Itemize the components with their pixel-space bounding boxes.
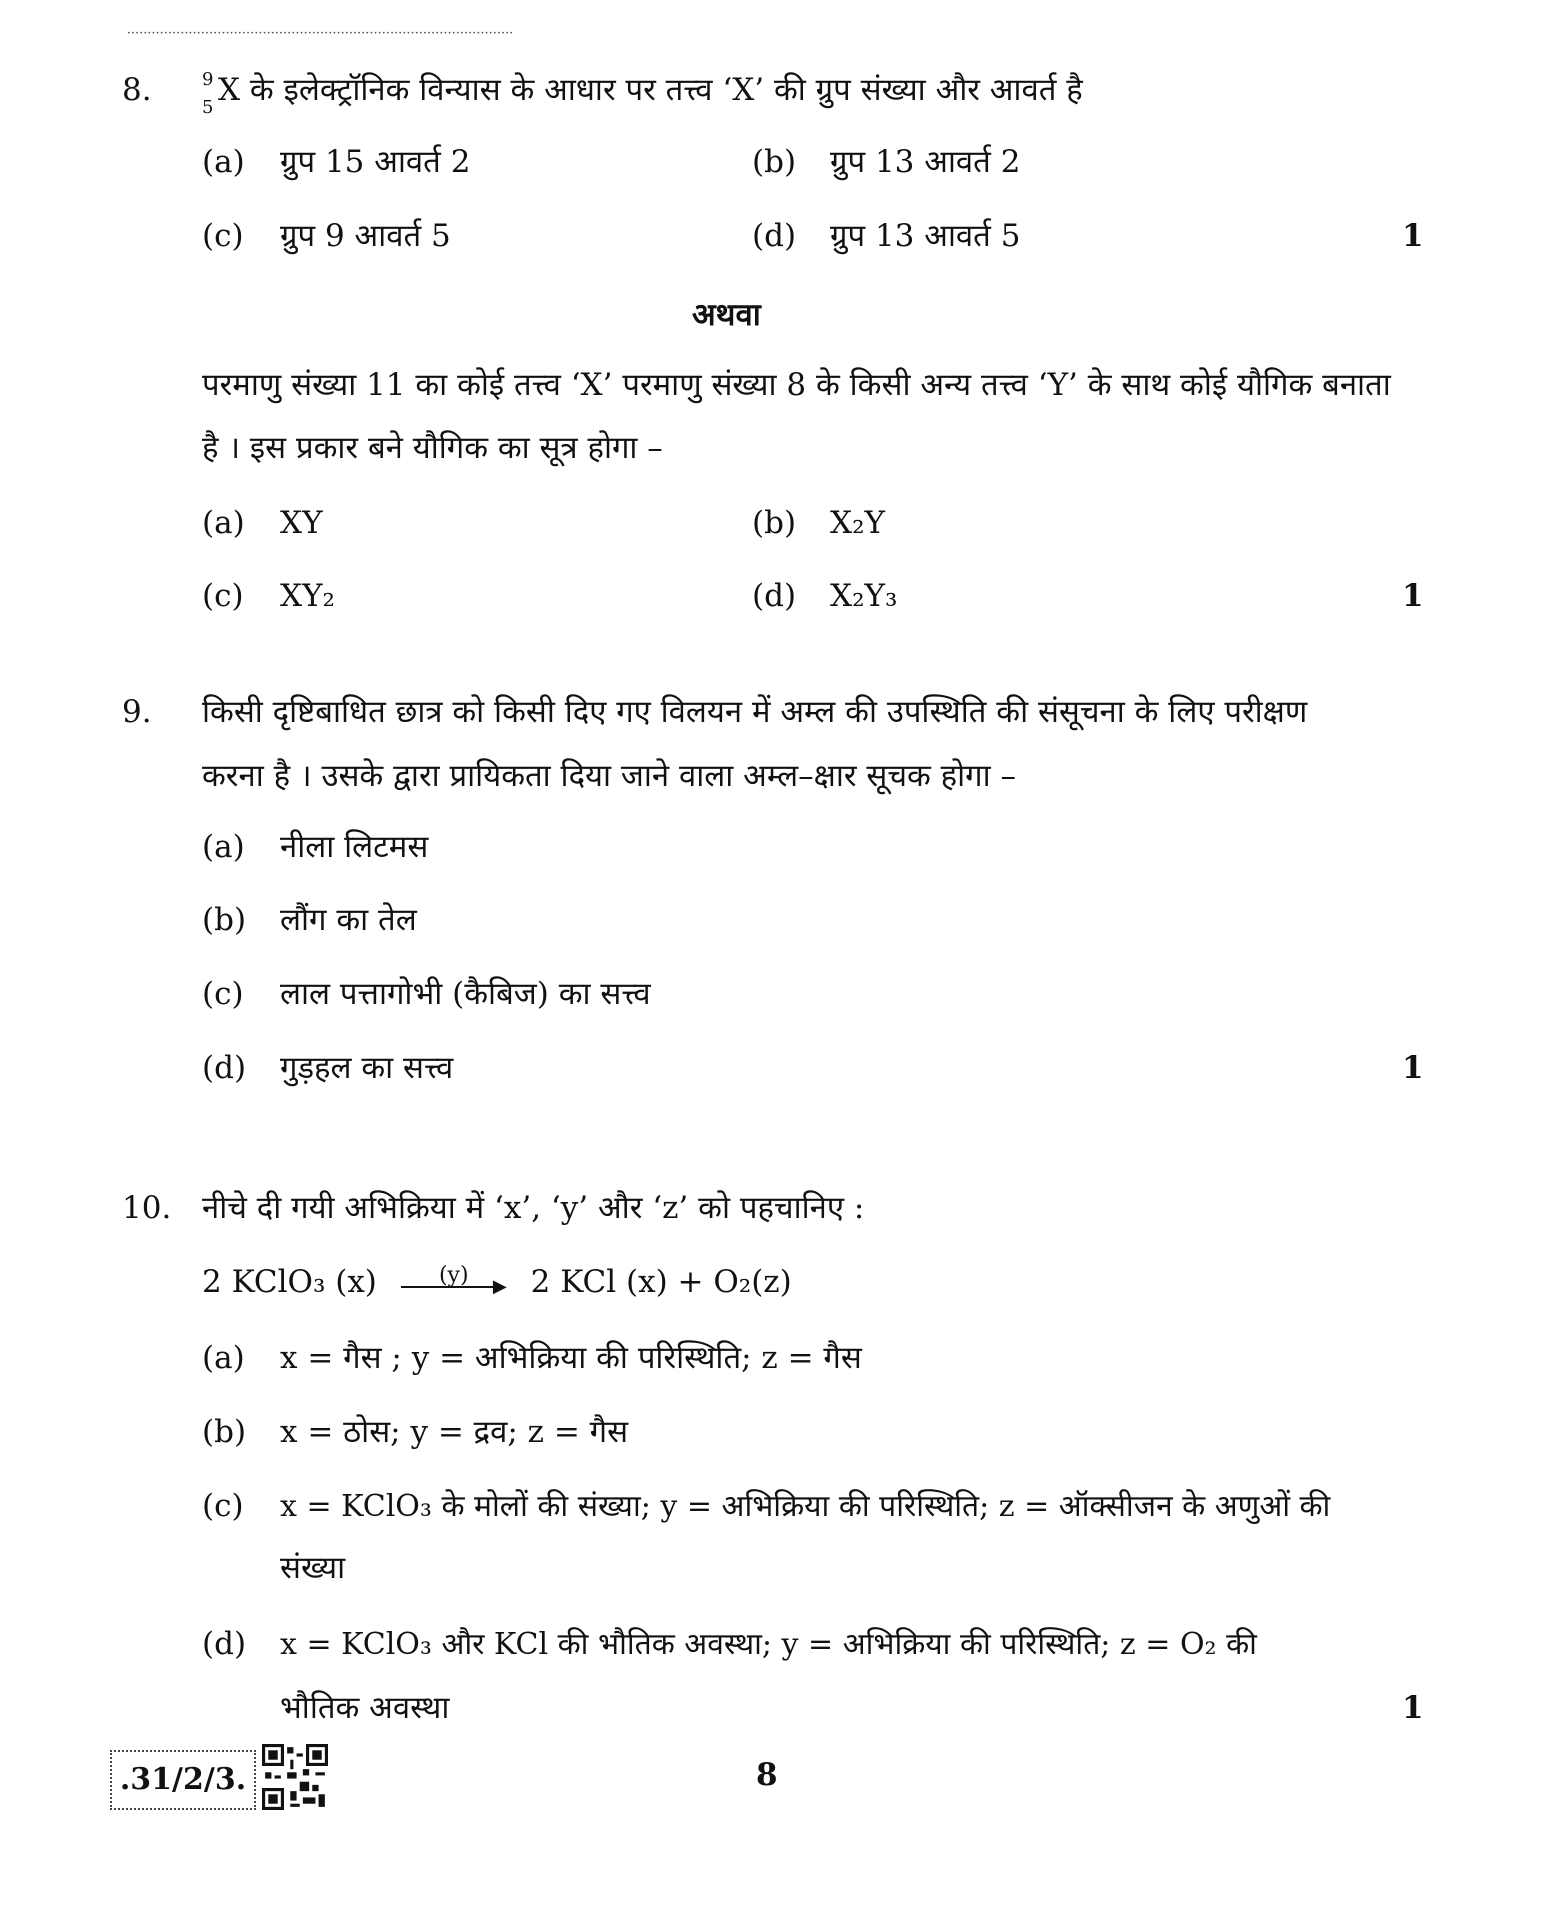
option-text: x = KClO₃ के मोलों की संख्या; y = अभिक्रिया की परिस्थिति; z = ऑक्सीजन के अणुओं की — [280, 1489, 1331, 1524]
arrow-head-icon: ▶ — [492, 1275, 507, 1297]
page-number: 8 — [756, 1757, 778, 1793]
reaction-condition: (y) — [438, 1262, 469, 1288]
option-text: XY₂ — [280, 578, 335, 614]
q8-option-b[interactable] — [752, 142, 1020, 182]
option-text: गुड़हल का सत्त्व — [280, 1050, 454, 1086]
option-text: x = KClO₃ और KCl की भौतिक अवस्था; y = अभिक्रिया की परिस्थिति; z = O₂ की — [280, 1627, 1257, 1662]
atomic-number: 5 — [202, 97, 214, 118]
option-label: (a) — [202, 829, 245, 865]
question-8-number: 8. — [122, 72, 152, 108]
q8-alt-option-a[interactable] — [202, 503, 323, 543]
q8-option-d[interactable] — [752, 216, 1020, 256]
option-label: (d) — [752, 218, 797, 254]
q10-option-d-continuation: भौतिक अवस्था — [280, 1690, 450, 1726]
option-text: ग्रुप 9 आवर्त 5 — [280, 218, 451, 254]
question-10-text: नीचे दी गयी अभिक्रिया में ‘x’, ‘y’ और ‘z’ को पहचानिए : — [202, 1190, 865, 1226]
option-text: लाल पत्तागोभी (कैबिज) का सत्त्व — [280, 976, 651, 1012]
q8-option-a[interactable] — [202, 142, 470, 182]
q8-alt-marks: 1 — [1402, 578, 1424, 614]
reaction-arrow — [401, 1264, 507, 1304]
q8-alt-option-b[interactable] — [752, 503, 885, 543]
q10-option-c-continuation: संख्या — [280, 1550, 346, 1586]
option-text: ग्रुप 13 आवर्त 2 — [830, 144, 1021, 180]
q10-option-b[interactable] — [202, 1412, 628, 1452]
nuclide-notation — [202, 69, 218, 118]
option-label: (b) — [752, 144, 797, 180]
q8-option-c[interactable] — [202, 216, 451, 256]
option-label: (c) — [202, 218, 244, 254]
option-label: (a) — [202, 505, 245, 541]
question-9-text-line1: किसी दृष्टिबाधित छात्र को किसी दिए गए विलयन में अम्ल की उपस्थिति की संसूचना के लिए परीक्षण — [202, 694, 1308, 730]
qr-code-icon — [262, 1744, 328, 1810]
q8-alt-option-c[interactable] — [202, 576, 335, 616]
q8-alt-text-line1: परमाणु संख्या 11 का कोई तत्त्व ‘X’ परमाणु संख्या 8 के किसी अन्य तत्त्व ‘Y’ के साथ कोई यौगिक बनाता — [202, 367, 1391, 403]
option-label: (c) — [202, 1488, 244, 1524]
mass-number: 9 — [202, 69, 214, 90]
q9-option-c[interactable] — [202, 974, 651, 1014]
option-label: (b) — [202, 1414, 247, 1450]
option-label: (d) — [202, 1050, 247, 1086]
option-label: (c) — [202, 976, 244, 1012]
or-heading: अथवा — [692, 297, 761, 333]
equation-reactants: 2 KClO₃ (x) — [202, 1264, 377, 1300]
question-10-number: 10. — [122, 1190, 172, 1226]
option-label: (d) — [752, 578, 797, 614]
option-label: (a) — [202, 144, 245, 180]
option-text: x = गैस ; y = अभिक्रिया की परिस्थिति; z = गैस — [280, 1340, 862, 1376]
chemical-equation — [202, 1262, 792, 1304]
option-text: लौंग का तेल — [280, 902, 417, 938]
question-8-text — [202, 69, 1083, 118]
q10-option-d[interactable] — [202, 1624, 1257, 1665]
option-text: X₂Y — [830, 505, 885, 541]
question-8-stem: के इलेक्ट्रॉनिक विन्यास के आधार पर तत्त्व ‘X’ की ग्रुप संख्या और आवर्त है — [240, 72, 1083, 108]
q10-marks: 1 — [1402, 1690, 1424, 1726]
q9-option-a[interactable] — [202, 827, 428, 867]
option-text: ग्रुप 13 आवर्त 5 — [830, 218, 1021, 254]
equation-products: 2 KCl (x) + O₂(z) — [530, 1264, 792, 1300]
arrow-line — [401, 1286, 499, 1288]
option-label: (b) — [202, 902, 247, 938]
option-text: x = ठोस; y = द्रव; z = गैस — [280, 1414, 629, 1450]
option-label: (a) — [202, 1340, 245, 1376]
q9-option-d[interactable] — [202, 1048, 453, 1088]
question-9-text-line2: करना है । उसके द्वारा प्रायिकता दिया जाने वाला अम्ल–क्षार सूचक होगा – — [202, 758, 1017, 794]
element-symbol: X — [218, 72, 241, 108]
option-text: नीला लिटमस — [280, 829, 429, 865]
q10-option-c[interactable] — [202, 1486, 1330, 1527]
option-label: (d) — [202, 1626, 247, 1662]
option-text: ग्रुप 15 आवर्त 2 — [280, 144, 471, 180]
q8-alt-text-line2: है । इस प्रकार बने यौगिक का सूत्र होगा – — [202, 430, 663, 466]
header-dot-line: •••••••••••••••••••••••••••••••••••••••••••••••••••••••••••••••••••••••••••••••••••••••••••••• — [127, 30, 514, 37]
question-9-number: 9. — [122, 694, 152, 730]
paper-code-box: .31/2/3. — [110, 1750, 256, 1810]
option-text: XY — [280, 505, 323, 541]
option-label: (b) — [752, 505, 797, 541]
q10-option-a[interactable] — [202, 1338, 862, 1378]
q9-option-b[interactable] — [202, 900, 417, 940]
q8-alt-option-d[interactable] — [752, 576, 897, 616]
q8-marks: 1 — [1402, 218, 1424, 254]
q9-marks: 1 — [1402, 1050, 1424, 1086]
option-text: X₂Y₃ — [830, 578, 898, 614]
option-label: (c) — [202, 578, 244, 614]
